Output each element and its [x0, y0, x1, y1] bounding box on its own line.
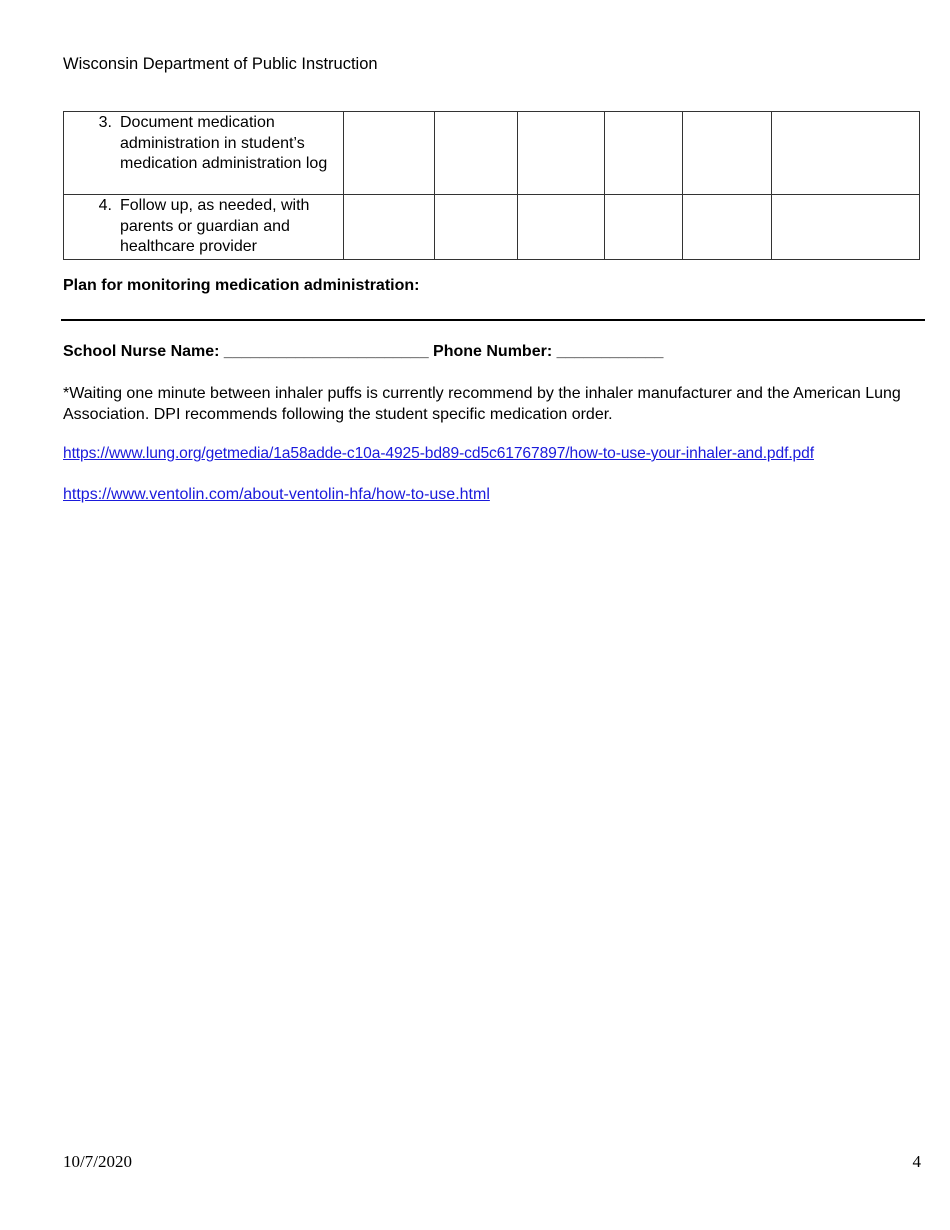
- lung-association-link[interactable]: https://www.lung.org/getmedia/1a58adde-c10a-4925-bd89-cd5c61767897/how-to-use-your-inhaler-and.pdf.pdf: [63, 445, 814, 462]
- table-row: [64, 112, 920, 195]
- monitoring-plan-heading: Plan for monitoring medication administration:: [63, 277, 420, 294]
- step-number: 3.: [98, 114, 112, 131]
- table-cell[interactable]: [344, 195, 435, 260]
- medication-checklist-table: [63, 111, 920, 260]
- table-cell[interactable]: [683, 112, 772, 195]
- step-cell: [64, 195, 344, 260]
- table-cell[interactable]: [518, 195, 605, 260]
- horizontal-rule: [61, 319, 925, 321]
- ventolin-link[interactable]: https://www.ventolin.com/about-ventolin-hfa/how-to-use.html: [63, 486, 490, 503]
- table-cell[interactable]: [605, 112, 683, 195]
- table-cell[interactable]: [435, 112, 518, 195]
- table-cell[interactable]: [344, 112, 435, 195]
- table-cell[interactable]: [518, 112, 605, 195]
- table-cell[interactable]: [772, 195, 920, 260]
- table-cell[interactable]: [772, 112, 920, 195]
- page-number: 4: [912, 1152, 921, 1171]
- step-description: Document medication administration in student’s medication administration log: [120, 114, 328, 172]
- step-number: 4.: [98, 197, 112, 214]
- document-header: Wisconsin Department of Public Instruction: [63, 55, 378, 73]
- footer-date: 10/7/2020: [63, 1152, 132, 1171]
- inhaler-footnote: *Waiting one minute between inhaler puffs is currently recommend by the inhaler manufacturer and the American Lung Association. DPI recommends following the student specific medication order.: [63, 385, 901, 423]
- step-cell: [64, 112, 344, 195]
- step-description: Follow up, as needed, with parents or guardian and healthcare provider: [120, 197, 310, 255]
- table-row: [64, 195, 920, 260]
- table-cell[interactable]: [683, 195, 772, 260]
- table-cell[interactable]: [435, 195, 518, 260]
- school-nurse-signature-line: School Nurse Name: _______________________ Phone Number: ____________: [63, 343, 664, 360]
- table-cell[interactable]: [605, 195, 683, 260]
